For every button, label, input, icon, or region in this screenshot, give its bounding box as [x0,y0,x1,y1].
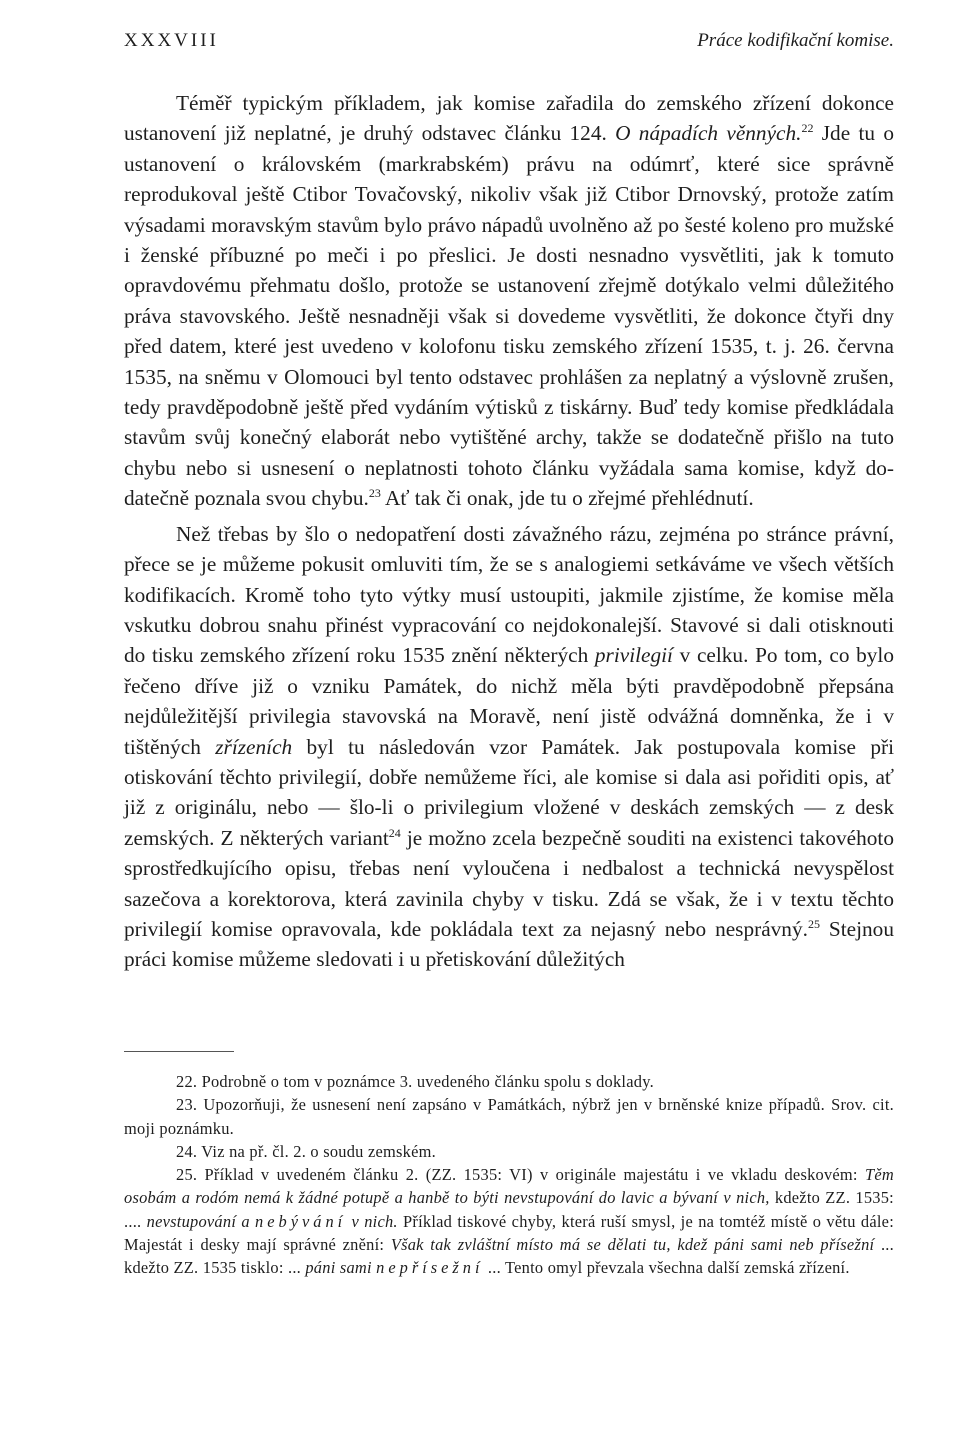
footnote-ref: 22 [801,121,814,136]
footnote-ref: 25 [807,916,820,931]
footnotes [124,1070,894,1280]
italic-text: Však tak zvláštní místo má se dělati tu, kdež páni sami neb přísežní [390,1235,875,1255]
body-text [124,88,894,975]
text-run: je možno zcela bezpečně souditi na existenci takovéhoto sprostředkujícího opisu, třebas není vyloučena i nedbalost a technická nevyspělost sazečova a korektorova, která zavinila chyby v tisku. Zdá se však, že i v textu těchto privilegií komise opravovala, kde pokládala text za nejasný nebo nesprávný. [124,825,894,941]
text-run: v celku. Po tom, co bylo řečeno dříve již o vzniku Památek, do nichž měla býti pravděpodobně přepsána nejdůležitější privilegia stavovská na Moravě, není jistě odvážná domněnka, že i v tištěných [124,643,894,759]
footnote-separator [124,1051,234,1052]
text-run: Ať tak či onak, jde tu o zřejmé přehlédnutí. [380,486,754,511]
italic-text: Těm osobám a rodóm nemá k žádné potupě a hanbě to býti nevstupování do lavic a bývaní v nich, [124,1165,894,1208]
text-run: Než třebas by šlo o nedopatření dosti závažného rázu, zejména po stránce právní, přece se je můžeme pokusit omluviti tím, že se s analogiemi setkáváme ve všech větších kodifikacích. Kromě toho tyto výtky musí ustoupiti, jakmile zjistíme, že komise měla vskutku dobrou snahu přinést vypracování co nejdokonalejší. Stavové si dali otisknouti do tisku zemského zřízení roku 1535 znění některých [124,521,894,668]
italic-text: zřízeních [215,734,293,759]
running-title: Práce kodifikační komise. [697,30,894,51]
text-run: 24. Viz na př. čl. 2. o soudu zemském. [176,1141,436,1161]
footnote-ref: 24 [388,825,401,840]
text-run: 22. Podrobně o tom v poznámce 3. uvedeného článku spolu s doklady. [176,1072,654,1091]
text-run: Příklad tiskové chyby, která ruší smysl, je na tomtéž místě o větu dále: Majestát i desky mají správné znění: [124,1211,894,1255]
text-run: ... Tento omyl převzala všechna další zemská zřízení. [483,1258,850,1278]
italic-text: nevstupování a [146,1211,256,1231]
italic-text: privilegií [594,643,673,668]
footnote [124,1093,894,1140]
page-number: XXXVIII [124,30,219,51]
footnote [124,1163,894,1279]
footnote [124,1140,894,1163]
italic-text: nebývání [255,1211,347,1231]
text-run: kdežto ZZ. 1535: .... [124,1188,894,1231]
text-run: 25. Příklad v uvedeném článku 2. (ZZ. 1535: VI) v originále majestátu i ve vkladu deskovém: [176,1165,866,1185]
paragraph [124,88,894,514]
text-run: Jde tu o ustanovení o královském (markrabském) právu na odúmrť, které sice správně reprodukoval ještě Ctibor Tovačovský, nikoliv však již Ctibor Drnovský, protože zatím výsadami moravským stavům bylo právo nápadů uvolněno až po šesté koleno pro mužské i ženské příbuzné po meči i po přeslici. Je dosti nesnadno vysvětliti, jak k tomuto opravdovému přehmatu došlo, protože se ustanovení zřejmě dotýkalo velmi důležitého práva stavovského. Ještě nesnadněji však si dovedeme vysvětliti, že dokonce čtyři dny před datem, které jest uvedeno v kolofonu tisku zemského zřízení 1535, t. j. 26. června 1535, na sněmu v Olomouci byl tento odstavec prohlášen za neplatný a výslovně zrušen, tedy pravděpodobně ještě před vydáním výtisků z tiskárny. Buď tedy komise předkládala stavům svůj konečný elaborát nebo vytištěné archy, takže se dodatečně přišlo na tuto chybu nebo si usnesení o neplatnosti tohoto článku vyžádala sama komise, když dodatečně poznala svou chybu. [124,121,894,511]
page-header [124,30,894,58]
text-run: Téměř typickým příkladem, jak komise zařadila do zemského zřízení dokonce ustanovení již neplatné, je druhý odstavec článku 124. [124,91,894,146]
italic-text: v nich. [346,1211,398,1231]
text-run: byl tu následován vzor Památek. Jak postupovala komise při otiskování těchto privilegií, dobře nemůžeme říci, ale komise si dala asi pořiditi opis, ať již z originálu, nebo — šlo-li o privilegium vložené v deskách zemských — z desk zemských. Z některých variant [124,734,895,850]
text-run: ... kdežto ZZ. 1535 tisklo: ... [124,1235,894,1278]
italic-text: nepřísežní [376,1258,484,1278]
paragraph [124,519,894,975]
footnote [124,1070,894,1093]
footnote-ref: 23 [368,486,381,501]
italic-text: páni sami [305,1258,377,1278]
italic-text: O nápadích věnných. [615,121,802,146]
text-run: 23. Upozorňuji, že usnesení není zapsáno v Památkách, nýbrž jen v brněnské knize případů. Srov. cit. moji poznámku. [124,1095,894,1138]
text-run: Stejnou práci komise můžeme sledovati i u přetiskování důležitých [124,916,894,972]
